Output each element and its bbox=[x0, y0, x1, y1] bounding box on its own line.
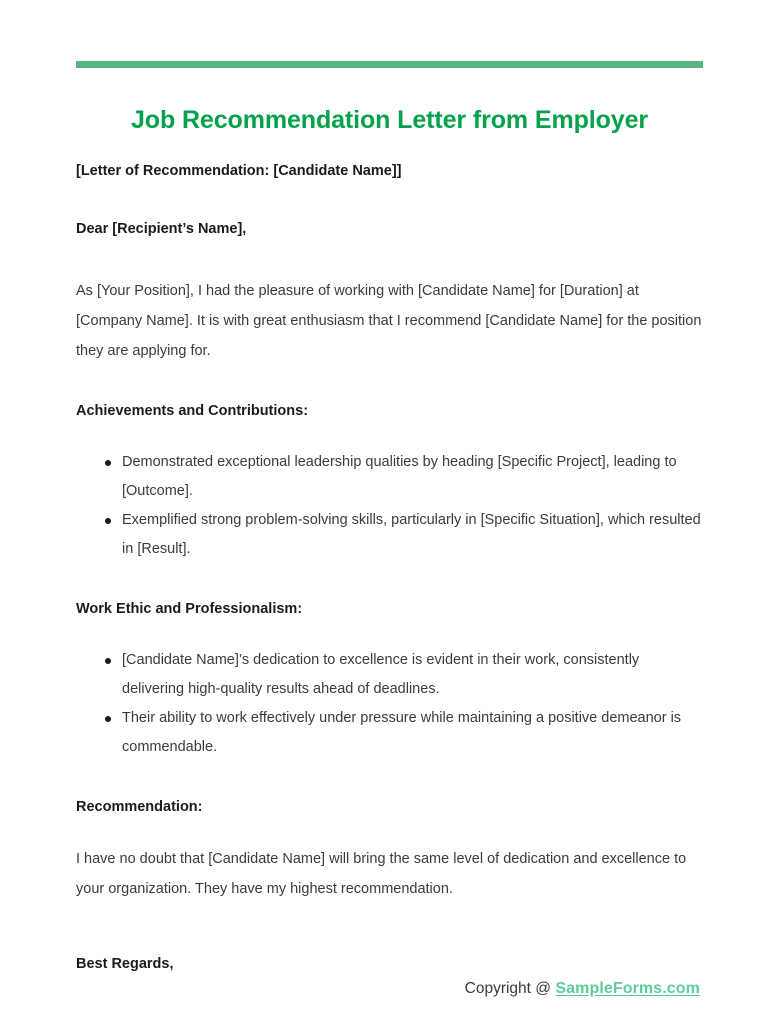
accent-rule bbox=[76, 61, 703, 68]
spacer bbox=[76, 564, 704, 598]
bullet-dot-icon bbox=[105, 518, 111, 524]
letter-body bbox=[76, 160, 704, 989]
work-ethic-list bbox=[76, 646, 704, 762]
spacer bbox=[76, 904, 704, 938]
bullet-dot-icon bbox=[105, 658, 111, 664]
list-item-text: Demonstrated exceptional leadership qualities by heading [Specific Project], leading to [Outcome]. bbox=[122, 454, 677, 499]
achievements-list bbox=[76, 448, 704, 564]
spacer bbox=[76, 762, 704, 796]
section-heading-achievements: Achievements and Contributions: bbox=[76, 403, 309, 419]
sign-off: Best Regards, bbox=[76, 955, 174, 972]
section-heading-recommendation: Recommendation: bbox=[76, 799, 203, 815]
list-item bbox=[76, 704, 704, 762]
sampleforms-link[interactable]: SampleForms.com bbox=[555, 980, 700, 997]
bullet-dot-icon bbox=[105, 460, 111, 466]
list-item bbox=[76, 506, 704, 564]
subject-line: [Letter of Recommendation: [Candidate Name]] bbox=[76, 163, 402, 179]
bullet-dot-icon bbox=[105, 716, 111, 722]
intro-paragraph: As [Your Position], I had the pleasure of working with [Candidate Name] for [Duration] at [Company Name]. It is with great enthusiasm that I recommend [Candidate Name] for the position they are applying for. bbox=[76, 283, 702, 359]
spacer bbox=[76, 620, 704, 646]
spacer bbox=[76, 366, 704, 400]
list-item-text: [Candidate Name]’s dedication to excellence is evident in their work, consistently delivering high-quality results ahead of deadlines. bbox=[122, 652, 640, 697]
page-title: Job Recommendation Letter from Employer bbox=[130, 105, 649, 134]
spacer bbox=[76, 422, 704, 448]
footer bbox=[0, 978, 780, 1000]
salutation: Dear [Recipient’s Name], bbox=[76, 221, 247, 237]
spacer bbox=[76, 818, 704, 844]
section-heading-work-ethic: Work Ethic and Professionalism: bbox=[76, 601, 303, 617]
list-item-text: Exemplified strong problem-solving skills, particularly in [Specific Situation], which resulted in [Result]. bbox=[122, 512, 701, 557]
list-item bbox=[76, 448, 704, 506]
list-item-text: Their ability to work effectively under pressure while maintaining a positive demeanor is commendable. bbox=[122, 710, 682, 755]
copyright-text: Copyright @ bbox=[464, 980, 552, 997]
recommendation-paragraph: I have no doubt that [Candidate Name] will bring the same level of dedication and excellence to your organization. They have my highest recommendation. bbox=[76, 851, 687, 897]
list-item bbox=[76, 646, 704, 704]
